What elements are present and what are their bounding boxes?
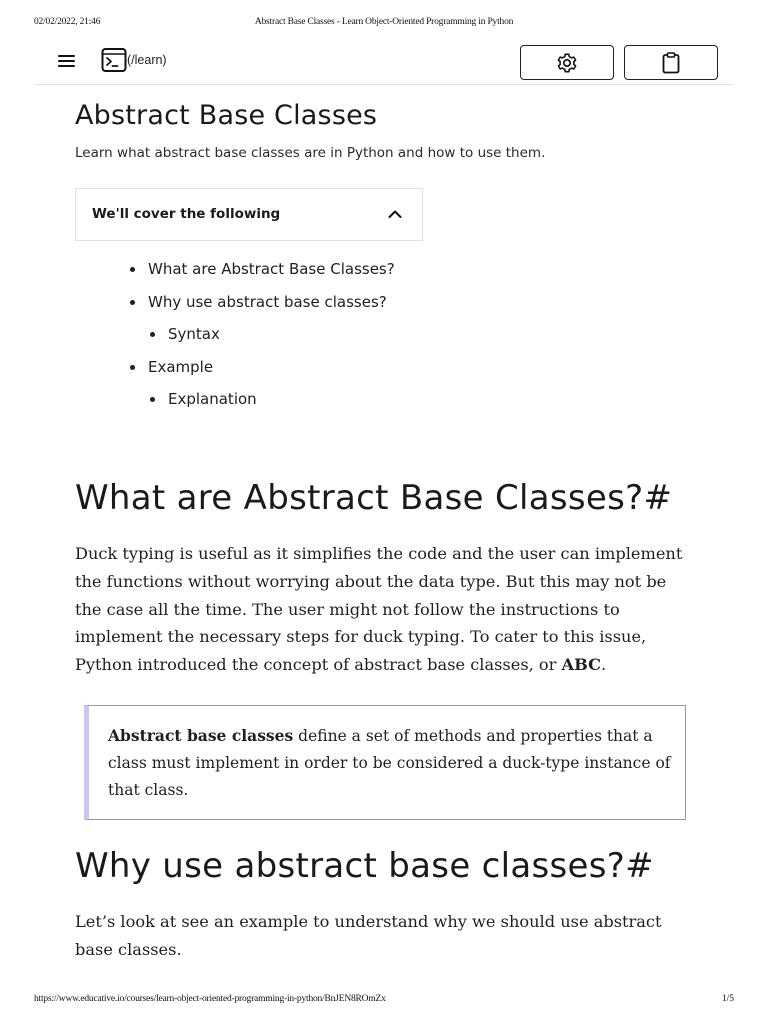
toc-subitem[interactable]: Explanation [150, 388, 395, 421]
learn-link-text: (/learn) [127, 53, 167, 67]
paragraph-end: . [600, 655, 607, 675]
hamburger-icon[interactable] [56, 52, 78, 70]
toc-item[interactable]: Why use abstract base classes? [130, 291, 395, 324]
terminal-icon [101, 47, 127, 73]
gear-icon [556, 52, 578, 74]
chevron-up-icon [388, 209, 402, 219]
clipboard-button[interactable] [624, 45, 718, 80]
print-date: 02/02/2022, 21:46 [34, 17, 101, 27]
definition-callout [84, 705, 686, 820]
toc-title: We'll cover the following [92, 206, 281, 222]
paragraph-text: Duck typing is useful as it simplifies the code and the user can implement the functions without worrying about the data type. But this may not be the case all the time. The user might not follow the instructions to implement the necessary steps for duck typing. To cater to this issue, Python introduced the concept of abstract base classes, or [75, 544, 683, 675]
toc-item[interactable]: Example [130, 356, 395, 389]
print-footer [0, 992, 768, 1012]
section-paragraph: Let’s look at see an example to understand why we should use abstract base classes. [75, 912, 662, 959]
page-subtitle: Learn what abstract base classes are in Python and how to use them. [75, 145, 546, 161]
callout-body: define a set of methods and properties that a class must implement in order to be considered a duck-type instance of that class. [108, 727, 671, 799]
learn-home-link[interactable] [101, 46, 167, 74]
print-title: Abstract Base Classes - Learn Object-Oriented Programming in Python [254, 17, 514, 27]
print-page-number: 1/5 [721, 994, 734, 1004]
section-paragraph [75, 540, 693, 679]
print-header [0, 0, 768, 36]
settings-button[interactable] [520, 45, 614, 80]
section-heading: What are Abstract Base Classes?# [75, 478, 673, 518]
clipboard-icon [661, 52, 681, 74]
callout-text [108, 722, 673, 804]
toc-list [130, 258, 395, 421]
toc-item[interactable]: What are Abstract Base Classes? [130, 258, 395, 291]
callout-term: Abstract base classes [108, 726, 294, 745]
top-bar [34, 40, 734, 85]
section-heading: Why use abstract base classes?# [75, 846, 654, 886]
toc-toggle[interactable] [75, 188, 423, 241]
abc-term: ABC [561, 655, 601, 675]
print-url: https://www.educative.io/courses/learn-object-oriented-programming-in-python/BnJEN8ROmZx [34, 994, 386, 1004]
page-title: Abstract Base Classes [75, 100, 378, 131]
toc-subitem[interactable]: Syntax [150, 323, 395, 356]
